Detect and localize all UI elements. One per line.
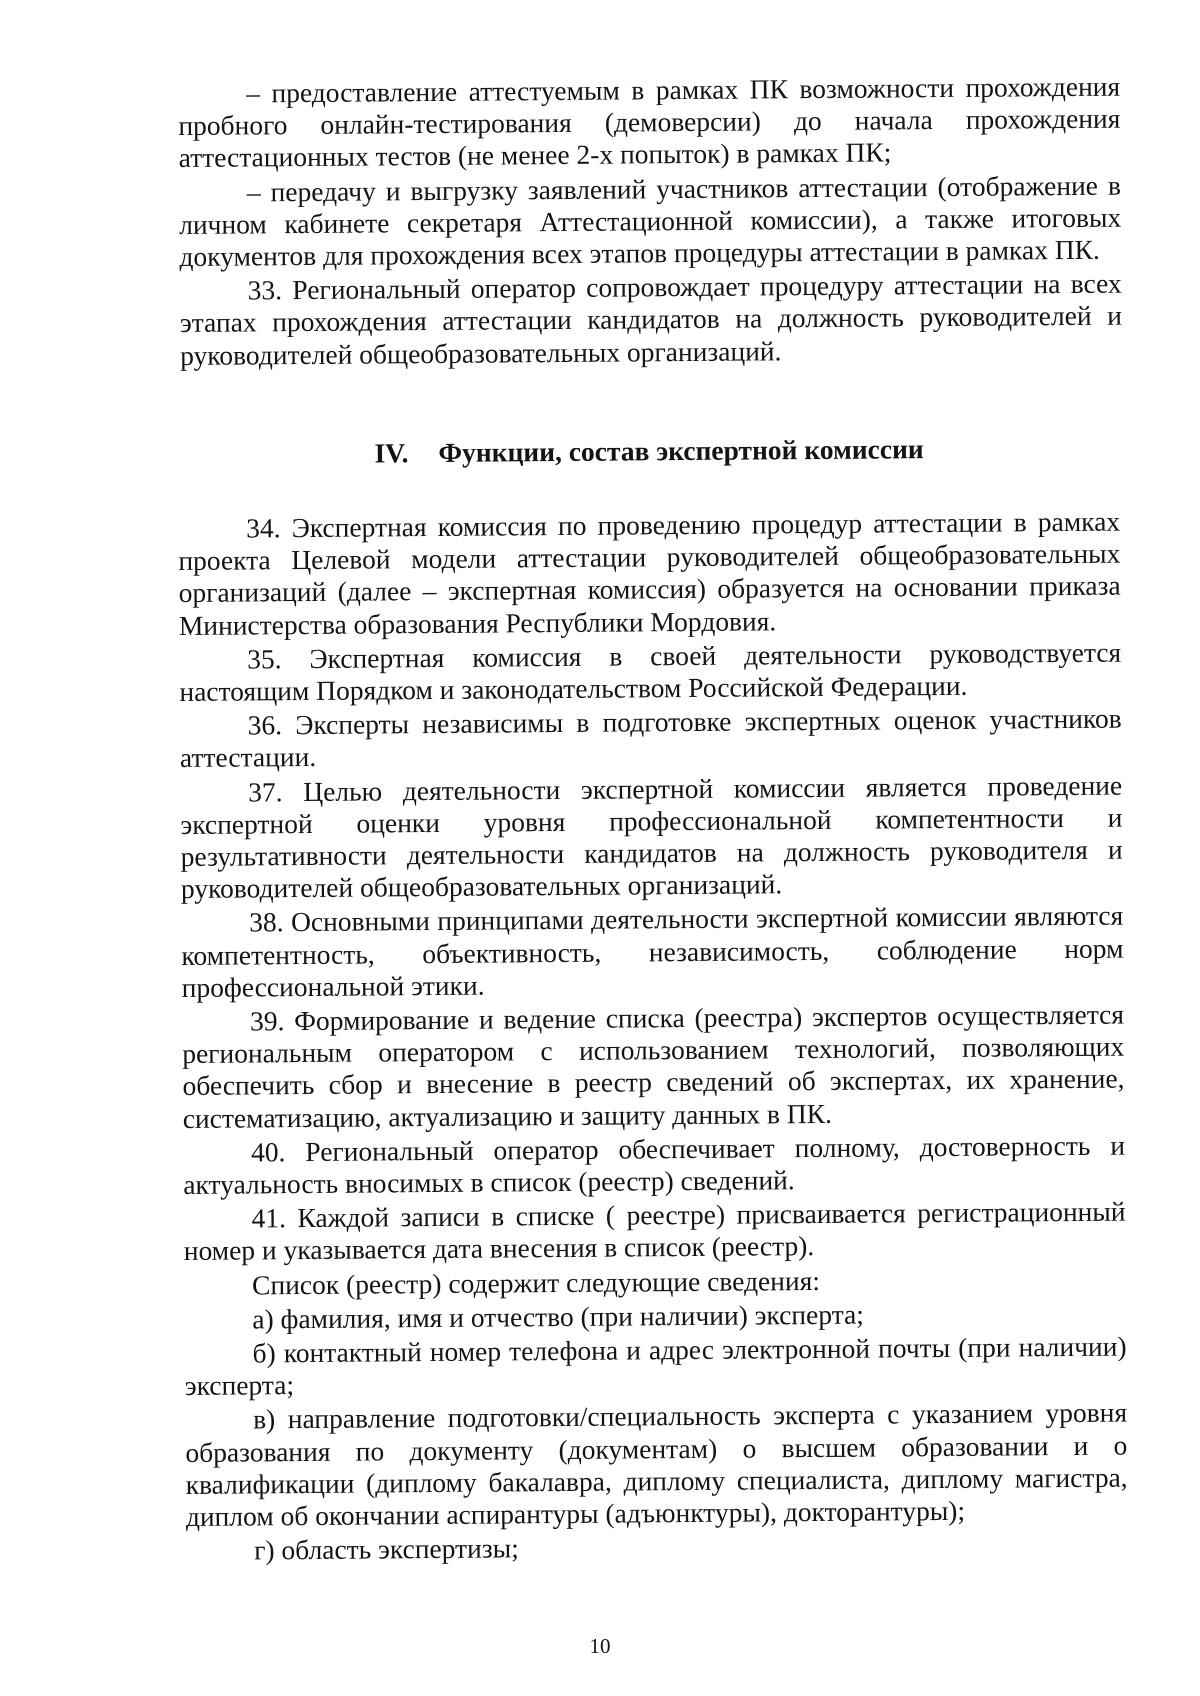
paragraph-41: 41. Каждой записи в списке ( реестре) присваивается регистрационный номер и указывается дата внесения в список (реестр). xyxy=(183,1195,1126,1267)
paragraph-transfer-applications: – передачу и выгрузку заявлений участников аттестации (отображение в личном кабинете секретаря Аттестационной комиссии), а также итоговых документов для прохождения всех этапов процедуры аттестации в рамках ПК. xyxy=(179,169,1122,273)
page-number: 10 xyxy=(589,1634,611,1658)
paragraph-39: 39. Формирование и ведение списка (реестра) экспертов осуществляется региональным оператором с использованием технологий, позволяющих обеспечить сбор и внесение в реестр сведений об экспертах, их хранение, систематизацию, актуализацию и защиту данных в ПК. xyxy=(182,998,1125,1134)
paragraph-36: 36. Эксперты независимы в подготовке экспертных оценок участников аттестации. xyxy=(179,702,1122,774)
section-number: IV. xyxy=(374,437,409,469)
section-heading xyxy=(178,431,1120,472)
list-item-g: г) область экспертизы; xyxy=(254,1532,519,1566)
paragraph-34: 34. Экспертная комиссия по проведению процедур аттестации в рамках проекта Целевой модели аттестации руководителей общеобразовательных организаций (далее – экспертная комиссия) образуется на основании приказа Министерства образования Республики Мордовия. xyxy=(178,505,1121,641)
paragraph-pk-demo-testing: – предоставление аттестуемым в рамках ПК возможности прохождения пробного онлайн-тестирования (демоверсии) до начала прохождения аттестационных тестов (не менее 2-х попыток) в рамках ПК; xyxy=(178,70,1121,174)
text-block-main xyxy=(178,506,1128,1568)
paragraph-38: 38. Основными принципами деятельности экспертной комиссии являются компетентность, объективность, независимость, соблюдение норм профессиональной этики. xyxy=(181,900,1124,1003)
text-block-top xyxy=(178,71,1122,372)
list-item-a: а) фамилия, имя и отчество (при наличии) эксперта; xyxy=(252,1298,864,1335)
list-item-v: в) направление подготовки/специальность эксперта с указанием уровня образования по документу (документам) о высшем образовании и о квалификации (диплому бакалавра, диплому специалиста, диплому магистра, диплом об окончании аспирантуры (адъюнктуры), докторантуры); xyxy=(185,1397,1128,1533)
paragraph-registry-contents: Список (реестр) содержит следующие сведения: xyxy=(251,1264,821,1301)
paragraph-33: 33. Региональный оператор сопровождает процедуру аттестации на всех этапах прохождения аттестации кандидатов на должность руководителей и руководителей общеобразовательных организаций. xyxy=(179,267,1123,371)
section-title: Функции, состав экспертной комиссии xyxy=(438,433,924,468)
paragraph-35: 35. Экспертная комиссия в своей деятельности руководствуется настоящим Порядком и законодательством Российской Федерации. xyxy=(179,636,1122,708)
list-item-b: б) контактный номер телефона и адрес электронной почты (при наличии) эксперта; xyxy=(184,1330,1127,1402)
paragraph-40: 40. Региональный оператор обеспечивает полному, достоверность и актуальность вносимых в список (реестр) сведений. xyxy=(183,1129,1126,1201)
paragraph-37: 37. Целью деятельности экспертной комиссии является проведение экспертной оценки уровня профессиональной компетентности и результативности деятельности кандидатов на должность руководителя и руководителей общеобразовательных организаций. xyxy=(180,769,1123,905)
